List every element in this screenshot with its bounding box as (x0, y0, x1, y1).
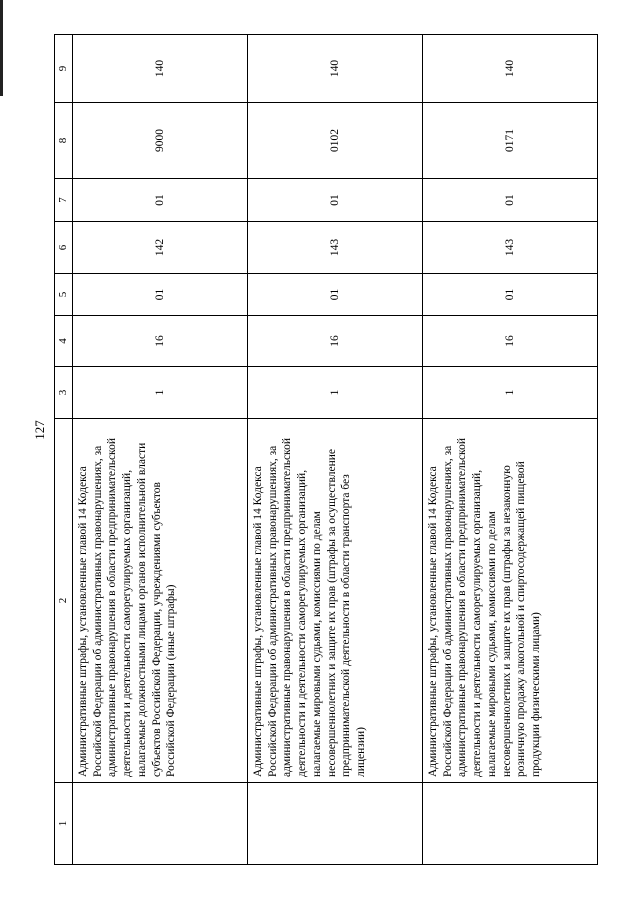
table-row (73, 35, 248, 865)
income-description: Административные штрафы, установленные главой 14 Кодекса Российской Федерации об административных правонарушениях, за административные правонарушения в области предпринимательской деятельности и деятельности саморегулируемых организаций, налагаемые мировыми судьями, комиссиями по делам несовершеннолетних и защите их прав (штрафы за незаконную розничную продажу алкогольной и спиртосодержащей пищевой продукции физическими лицами) (423, 419, 598, 783)
row-index-cell (248, 783, 423, 865)
row-index-cell (423, 783, 598, 865)
code-cell-8: 9000 (73, 103, 248, 179)
code-cell-8: 0171 (423, 103, 598, 179)
code-cell-9: 140 (423, 35, 598, 103)
column-header-7: 7 (55, 179, 73, 222)
scan-edge (0, 0, 3, 96)
code-cell-8: 0102 (248, 103, 423, 179)
column-header-9: 9 (55, 35, 73, 103)
code-cell-6: 143 (248, 222, 423, 274)
column-header-5: 5 (55, 274, 73, 316)
column-header-3: 3 (55, 367, 73, 419)
code-cell-5: 01 (248, 274, 423, 316)
code-cell-3: 1 (73, 367, 248, 419)
code-cell-9: 140 (73, 35, 248, 103)
column-header-2: 2 (55, 419, 73, 783)
table-row (248, 35, 423, 865)
rotated-page (34, 35, 614, 865)
code-cell-3: 1 (423, 367, 598, 419)
column-header-8: 8 (55, 103, 73, 179)
code-cell-4: 16 (73, 316, 248, 367)
column-number-row (55, 35, 73, 865)
column-header-1: 1 (55, 783, 73, 865)
code-cell-9: 140 (248, 35, 423, 103)
income-description: Административные штрафы, установленные главой 14 Кодекса Российской Федерации об административных правонарушениях, за административные правонарушения в области предпринимательской деятельности и деятельности саморегулируемых организаций, налагаемые должностными лицами органов исполнительной власти субъектов Российской Федерации, учреждениями субъектов Российской Федерации (иные штрафы) (73, 419, 248, 783)
code-cell-7: 01 (73, 179, 248, 222)
code-cell-6: 143 (423, 222, 598, 274)
code-cell-5: 01 (73, 274, 248, 316)
code-cell-4: 16 (423, 316, 598, 367)
page-number: 127 (32, 420, 47, 440)
column-header-4: 4 (55, 316, 73, 367)
budget-codes-table (54, 34, 598, 865)
code-cell-4: 16 (248, 316, 423, 367)
row-index-cell (73, 783, 248, 865)
code-cell-7: 01 (248, 179, 423, 222)
code-cell-6: 142 (73, 222, 248, 274)
income-description: Административные штрафы, установленные главой 14 Кодекса Российской Федерации об административных правонарушениях, за административные правонарушения в области предпринимательской деятельности и деятельности саморегулируемых организаций, налагаемые мировыми судьями, комиссиями по делам несовершеннолетних и защите их прав (штрафы за осуществление предпринимательской деятельности в области транспорта без лицензии) (248, 419, 423, 783)
table-row (423, 35, 598, 865)
code-cell-3: 1 (248, 367, 423, 419)
code-cell-5: 01 (423, 274, 598, 316)
column-header-6: 6 (55, 222, 73, 274)
code-cell-7: 01 (423, 179, 598, 222)
